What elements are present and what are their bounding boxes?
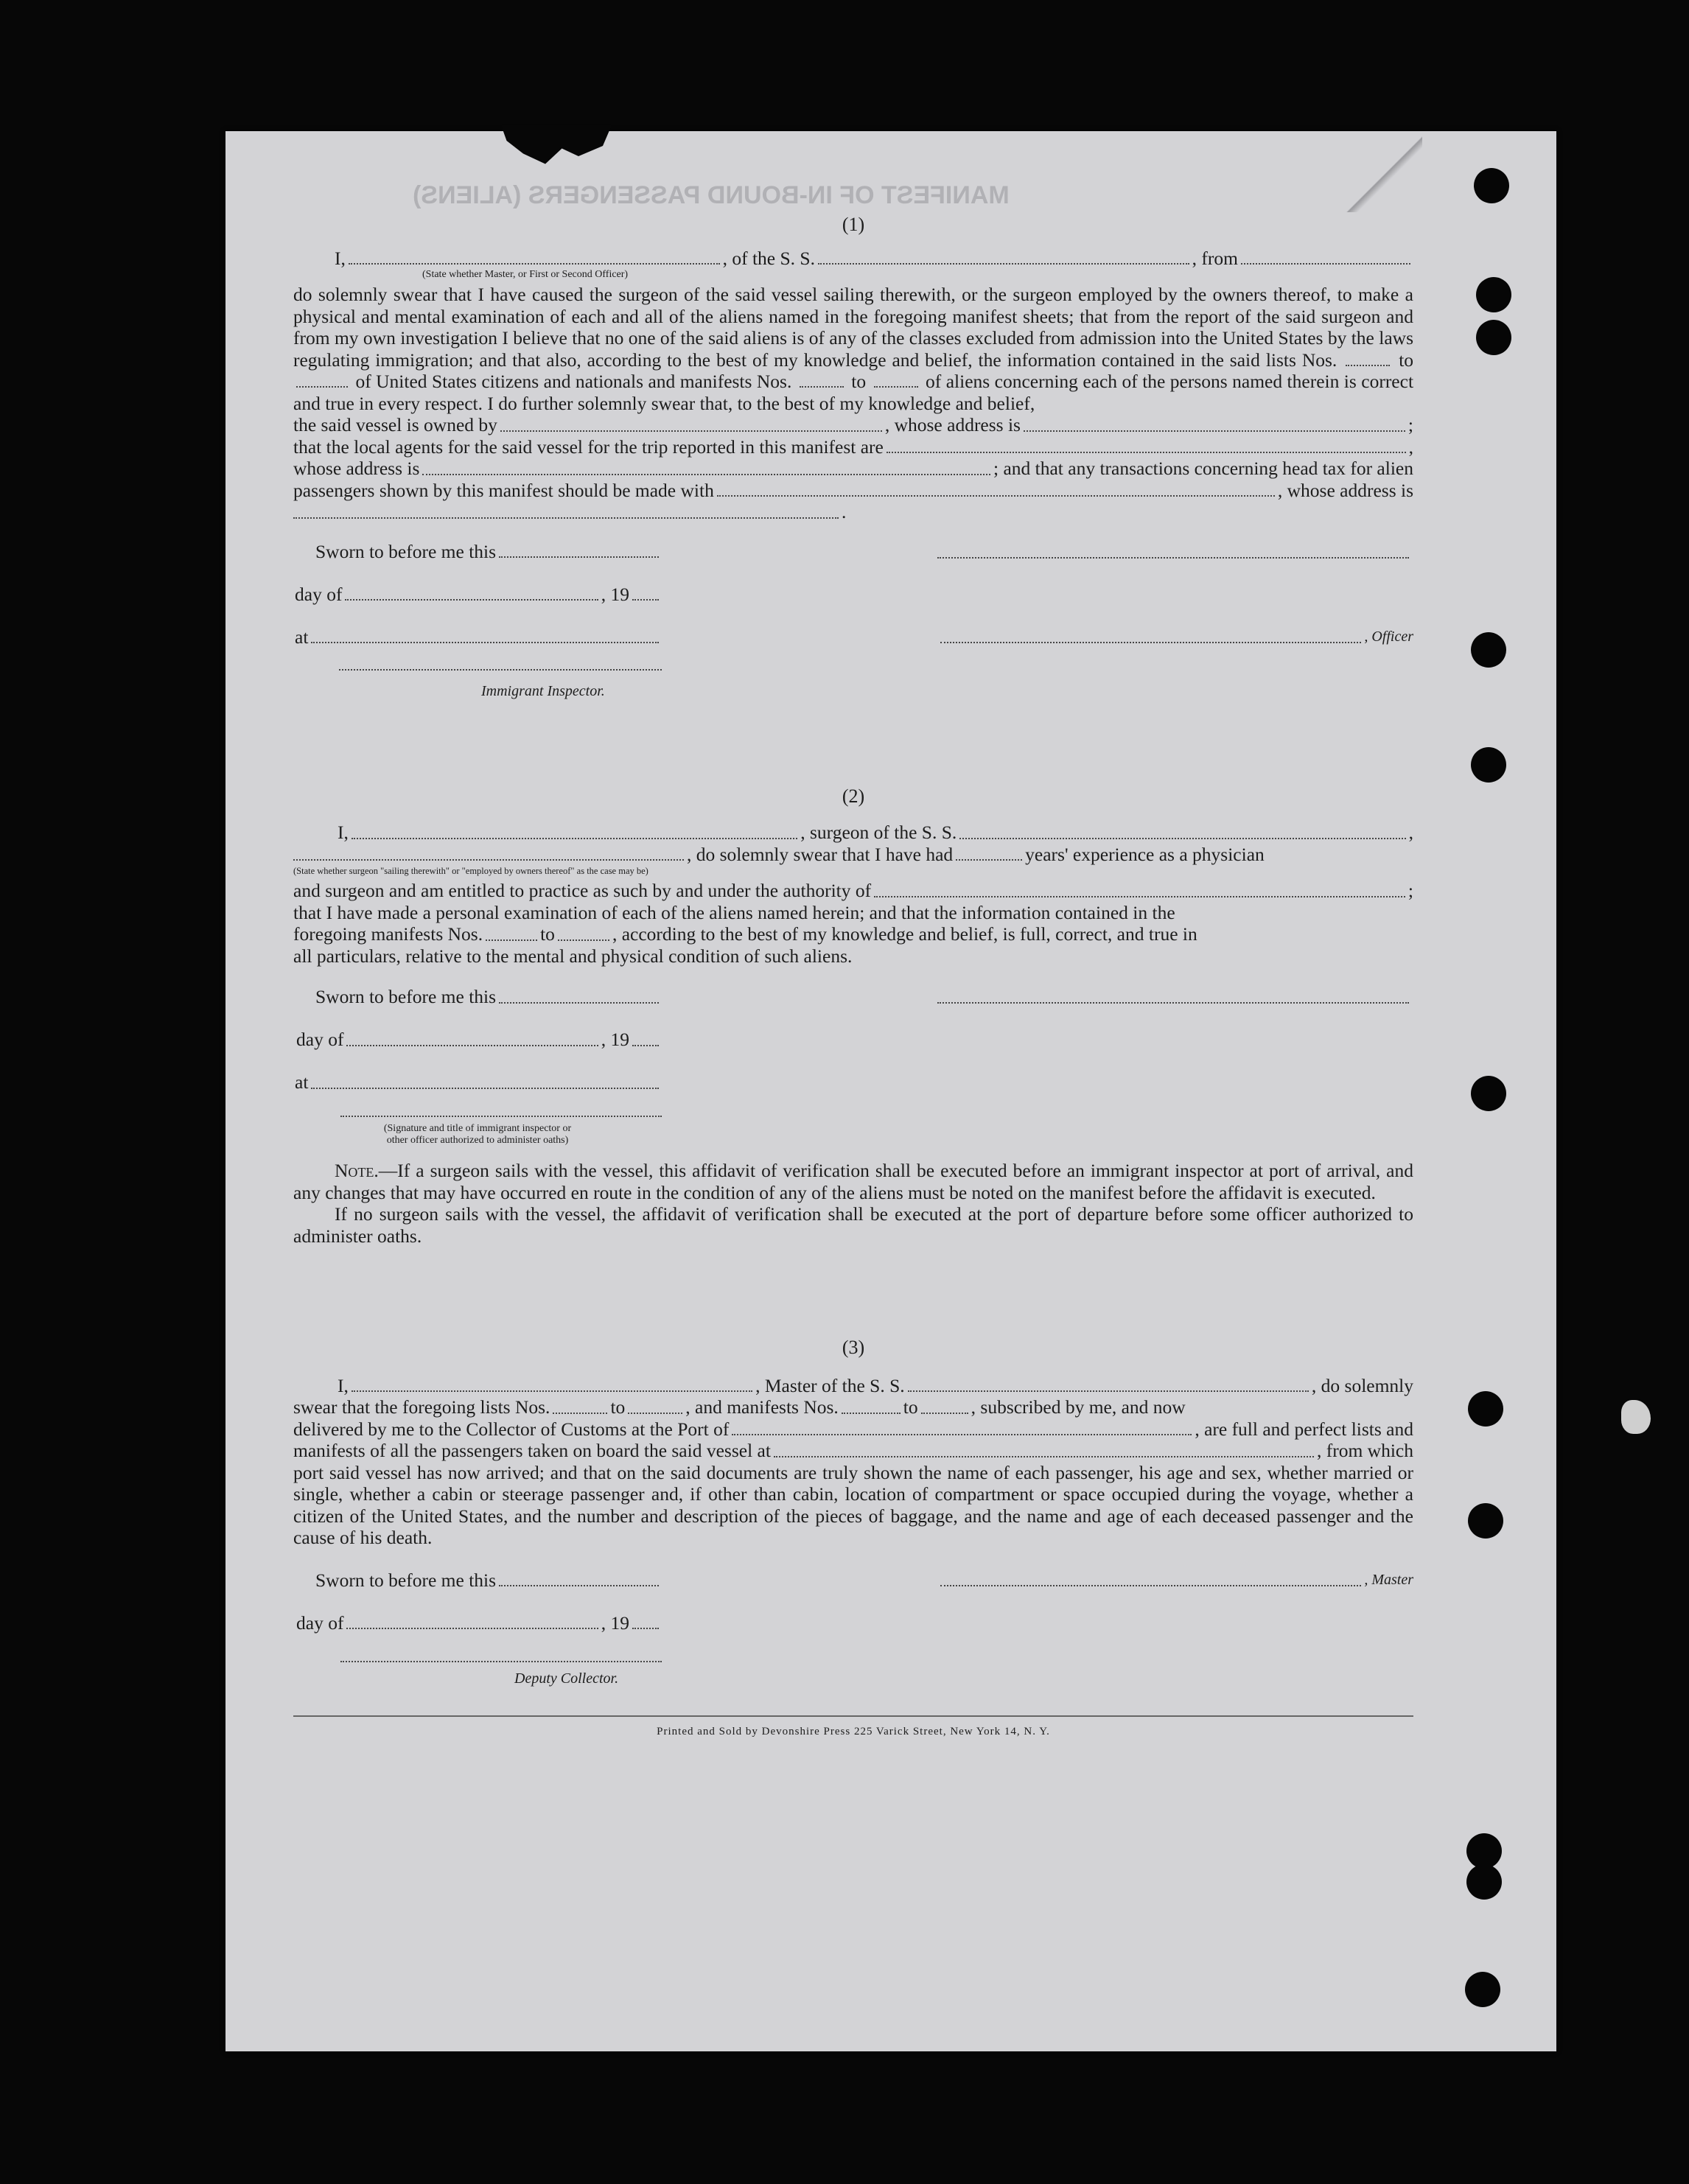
owner-line: the said vessel is owned by , whose address is ;: [293, 414, 1413, 435]
manifests-to-field[interactable]: [874, 386, 918, 388]
surgeon-type-field[interactable]: [293, 859, 684, 861]
field-note: (State whether surgeon "sailing therewith" or "employed by owners thereof" as the case may be): [293, 866, 648, 876]
boarding-port-field[interactable]: [774, 1456, 1314, 1457]
agents-address-line: whose address is ; and that any transactions concerning head tax for alien: [293, 458, 1413, 479]
oath-text: do solemnly swear that I have caused the surgeon of the said vessel sailing therewith, or the surgeon employed by the owners thereof, to make a physical and mental examination of each and all of the aliens named in the foregoing manifest sheets; that from the report of the said surgeon and from my own investigation I believe that no one of the said aliens is of any of the classes excluded from admission into the United States by the laws regulating immigration; and that also, according to the best of my knowledge and belief, the information contained in the said lists Nos. to of United States citizens and nationals and manifests Nos. to of aliens concerning each of the persons named therein is correct and true in every respect. I do further solemnly swear that, to the best of my knowledge and belief,: [293, 284, 1414, 414]
punch-hole: [1476, 320, 1511, 355]
section-number: (2): [842, 785, 865, 807]
master-line: I, , of the S. S. , from: [293, 248, 1413, 270]
head-tax-address-field[interactable]: [293, 517, 839, 519]
head-tax-line: passengers shown by this manifest should be made with , whose address is: [293, 479, 1413, 501]
particulars-line: all particulars, relative to the mental and physical condition of such aliens.: [293, 945, 853, 967]
years-field[interactable]: [956, 859, 1022, 861]
boarding-line: manifests of all the passengers taken on board the said vessel at , from which: [293, 1440, 1413, 1461]
note-paragraph: Note.—If a surgeon sails with the vessel, this affidavit of verification shall be executed before an immigrant inspector at port of arrival, and any changes that may have occurred en route in the condition of any of the aliens must be noted on the manifest before the affidavit is executed.: [293, 1160, 1413, 1203]
owner-field[interactable]: [500, 430, 882, 432]
lists-from-field[interactable]: [1346, 365, 1390, 366]
year-field[interactable]: [632, 599, 659, 601]
punch-hole: [1474, 168, 1509, 203]
punch-hole: [1468, 1391, 1503, 1427]
surgeon-experience-line: , do solemnly swear that I have had years' experience as a physician: [293, 844, 1413, 866]
sworn-day-field[interactable]: [499, 1002, 659, 1004]
master-oath-text: port said vessel has now arrived; and that on the said documents are truly shown the name of each passenger, his age and sex, whether married or single, whether a cabin or steerage passenger and, if other than cabin, location of compartment or space occupied during the voyage, whether a citizen of the United States, and the number and description of the pieces of baggage, and the name and age of each deceased passenger and the cause of his death.: [293, 1461, 1413, 1548]
manifests-from-field[interactable]: [842, 1413, 901, 1414]
manifests-from-field[interactable]: [800, 386, 844, 388]
punch-hole: [1471, 1076, 1506, 1111]
surgeon-line: I, , surgeon of the S. S. ,: [338, 822, 1413, 843]
master-vessel-field[interactable]: [908, 1390, 1309, 1392]
sworn-day-field[interactable]: [499, 556, 659, 558]
punch-hole: [1471, 632, 1506, 668]
agents-address-field[interactable]: [422, 474, 990, 475]
lists-to-field[interactable]: [296, 386, 348, 388]
month-field[interactable]: [346, 1045, 598, 1046]
field-note: (State whether Master, or First or Second Officer): [422, 269, 629, 280]
officer-signature-line[interactable]: [937, 557, 1409, 559]
bleed-through-title: MANIFEST OF IN-BOUND PASSENGERS (ALIENS): [413, 181, 1010, 209]
sworn-day-field[interactable]: [499, 1585, 659, 1586]
from-field[interactable]: [1241, 263, 1410, 265]
agents-line: that the local agents for the said vessel for the trip reported in this manifest are ,: [293, 435, 1413, 458]
officer-field[interactable]: [940, 642, 1361, 643]
lists-from-field[interactable]: [553, 1413, 607, 1414]
punch-hole: [1466, 1864, 1502, 1900]
port-field[interactable]: [732, 1434, 1192, 1435]
punch-hole: [1468, 1503, 1503, 1539]
owner-address-field[interactable]: [1024, 430, 1405, 432]
master-line-3: I, , Master of the S. S. , do solemnly: [338, 1374, 1414, 1396]
manifests-line: foregoing manifests Nos. to , according to the best of my knowledge and belief, is full, correct, and true in: [293, 923, 1197, 945]
master-name-field[interactable]: [352, 1390, 752, 1392]
punch-hole: [1465, 1972, 1500, 2007]
inspector-caption: Immigrant Inspector.: [481, 682, 605, 699]
inspector-signature-line[interactable]: [339, 669, 662, 671]
year-field[interactable]: [632, 1628, 659, 1629]
punch-hole: [1466, 1833, 1502, 1869]
vessel-field[interactable]: [818, 263, 1189, 265]
collector-caption: Deputy Collector.: [514, 1670, 619, 1687]
signature-caption: (Signature and title of immigrant inspector or: [383, 1123, 572, 1134]
surgeon-vessel-field[interactable]: [959, 838, 1405, 839]
month-field[interactable]: [345, 599, 598, 601]
paper-scrap: [1621, 1400, 1651, 1434]
head-tax-contact-field[interactable]: [717, 495, 1275, 497]
punch-hole: [1471, 747, 1506, 783]
section3-signatures: Sworn to before me this , Master day of , 19 Deputy Collector.: [293, 1569, 1413, 1695]
port-line: delivered by me to the Collector of Customs at the Port of , are full and perfect lists and: [293, 1418, 1413, 1440]
agents-field[interactable]: [887, 452, 1406, 453]
year-field[interactable]: [632, 1045, 659, 1046]
collector-signature-line[interactable]: [340, 1661, 662, 1662]
section-number: (1): [842, 214, 865, 235]
printer-imprint: Printed and Sold by Devonshire Press 225 Varick Street, New York 14, N. Y.: [657, 1725, 1050, 1737]
folded-corner: [1334, 131, 1422, 212]
punch-hole: [1476, 277, 1511, 312]
manifests-to-field[interactable]: [921, 1413, 968, 1414]
lists-line: swear that the foregoing lists Nos. to , and manifests Nos. to , subscribed by me, and now: [293, 1396, 1186, 1418]
manifests-to-field[interactable]: [558, 939, 609, 941]
place-field[interactable]: [311, 1088, 659, 1089]
head-tax-address-line: .: [293, 501, 1413, 523]
authority-field[interactable]: [874, 896, 1405, 897]
surgeon-signature-line[interactable]: [937, 1002, 1409, 1004]
place-field[interactable]: [311, 642, 659, 643]
master-signature-line[interactable]: [940, 1585, 1361, 1586]
manifests-from-field[interactable]: [486, 939, 537, 941]
authority-line: and surgeon and am entitled to practice as such by and under the authority of ;: [293, 880, 1413, 901]
signature-caption: other officer authorized to administer oaths): [386, 1135, 569, 1146]
section1-signatures: Sworn to before me this day of , 19 at , Officer Immigrant Inspector.: [293, 541, 1413, 710]
lists-to-field[interactable]: [628, 1413, 682, 1414]
official-signature-line[interactable]: [340, 1116, 662, 1117]
footer-rule: [293, 1715, 1413, 1717]
affidavit-content: [293, 214, 1413, 1743]
section2-signatures: Sworn to before me this day of , 19 at (Signature and title of immigrant inspector or other officer authorized to administer oaths): [293, 986, 1413, 1155]
note-paragraph-2: If no surgeon sails with the vessel, the affidavit of verification shall be executed at the port of departure before some officer authorized to administer oaths.: [293, 1203, 1413, 1247]
name-field[interactable]: [349, 263, 720, 265]
month-field[interactable]: [346, 1628, 598, 1629]
exam-line: that I have made a personal examination of each of the aliens named herein; and that the information contained in the: [293, 901, 1175, 923]
section-number: (3): [842, 1337, 865, 1358]
surgeon-name-field[interactable]: [352, 838, 797, 839]
